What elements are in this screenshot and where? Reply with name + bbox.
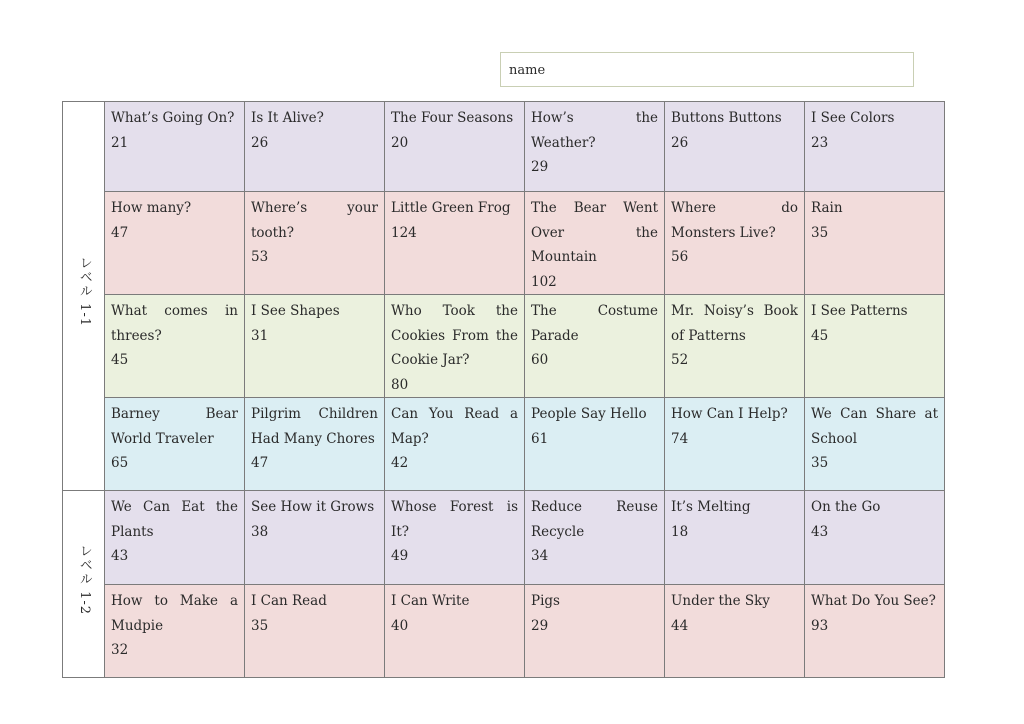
book-title: Buttons Buttons: [671, 110, 782, 126]
book-cell: [105, 398, 245, 491]
book-word-count: 35: [811, 455, 829, 471]
book-cell: [525, 491, 665, 585]
book-cell: [805, 398, 945, 491]
book-word-count: 18: [671, 523, 689, 540]
book-title: Can You Read a Map?: [391, 406, 518, 447]
book-word-count: 35: [811, 224, 829, 241]
book-title: We Can Share at School: [811, 406, 938, 447]
book-title: Is It Alive?: [251, 110, 324, 126]
book-title: What’s Going On?: [111, 110, 235, 126]
book-word-count: 34: [531, 548, 549, 564]
book-cell: [665, 295, 805, 398]
book-title: Little Green Frog: [391, 200, 511, 216]
book-word-count: 47: [251, 455, 269, 471]
book-word-count: 38: [251, 523, 269, 540]
book-cell: [385, 491, 525, 585]
book-cell: [245, 102, 385, 192]
book-word-count: 47: [111, 224, 129, 241]
name-label: name: [509, 63, 546, 78]
book-word-count: 93: [811, 617, 829, 634]
book-word-count: 42: [391, 455, 409, 471]
book-cell: [525, 102, 665, 192]
book-word-count: 20: [391, 134, 409, 151]
book-cell: [105, 192, 245, 295]
book-cell: [105, 585, 245, 678]
book-cell: [245, 295, 385, 398]
book-title: People Say Hello: [531, 406, 647, 422]
book-title: How’s the Weather?: [531, 110, 658, 151]
book-title: I Can Read: [251, 593, 327, 609]
book-cell: [385, 398, 525, 491]
book-title: Who Took the Cookies From the Cookie Jar?: [391, 303, 518, 368]
level-cell: [63, 102, 105, 491]
book-cell: [385, 295, 525, 398]
book-title: Barney Bear World Traveler: [111, 406, 238, 447]
book-title: The Costume Parade: [531, 303, 658, 344]
book-title: What comes in threes?: [111, 303, 238, 344]
book-title: Under the Sky: [671, 593, 770, 609]
book-cell: [805, 295, 945, 398]
book-word-count: 45: [811, 327, 829, 344]
book-title: Pilgrim Children Had Many Chores: [251, 406, 378, 447]
book-cell: [805, 491, 945, 585]
book-cell: [245, 491, 385, 585]
table-row: [63, 491, 945, 585]
book-title: The Four Seasons: [391, 110, 514, 126]
book-word-count: 32: [111, 642, 129, 658]
book-cell: [525, 398, 665, 491]
book-cell: [105, 491, 245, 585]
book-word-count: 44: [671, 617, 689, 634]
book-title: I Can Write: [391, 593, 470, 609]
book-cell: [805, 585, 945, 678]
book-title: We Can Eat the Plants: [111, 499, 238, 540]
book-word-count: 23: [811, 134, 829, 151]
book-word-count: 40: [391, 617, 409, 634]
book-title: It’s Melting: [671, 499, 751, 515]
book-word-count: 43: [111, 548, 129, 564]
book-title: I See Shapes: [251, 303, 340, 319]
book-word-count: 43: [811, 523, 829, 540]
book-cell: [525, 192, 665, 295]
book-title: Where’s your tooth?: [251, 200, 378, 241]
book-word-count: 80: [391, 376, 409, 393]
book-cell: [665, 585, 805, 678]
book-cell: [525, 295, 665, 398]
book-word-count: 102: [531, 273, 557, 290]
book-word-count: 26: [671, 134, 689, 151]
book-cell: [805, 102, 945, 192]
book-cell: [245, 398, 385, 491]
book-cell: [245, 192, 385, 295]
book-word-count: 56: [671, 249, 689, 265]
book-word-count: 74: [671, 430, 689, 447]
book-cell: [525, 585, 665, 678]
book-cell: [245, 585, 385, 678]
book-cell: [105, 102, 245, 192]
level-cell: [63, 491, 105, 678]
book-word-count: 60: [531, 352, 549, 368]
book-word-count: 21: [111, 134, 129, 151]
book-cell: [385, 192, 525, 295]
book-word-count: 31: [251, 327, 269, 344]
book-cell: [665, 102, 805, 192]
book-word-count: 29: [531, 159, 549, 175]
book-word-count: 29: [531, 617, 549, 634]
book-title: How many?: [111, 200, 192, 216]
book-cell: [665, 491, 805, 585]
book-cell: [385, 585, 525, 678]
book-title: I See Patterns: [811, 303, 908, 319]
table-row: [63, 192, 945, 295]
book-word-count: 26: [251, 134, 269, 151]
book-title: The Bear Went Over the Mountain: [531, 200, 658, 265]
book-title: I See Colors: [811, 110, 895, 126]
book-word-count: 53: [251, 249, 269, 265]
table-row: [63, 102, 945, 192]
book-cell: [665, 192, 805, 295]
book-cell: [385, 102, 525, 192]
book-word-count: 49: [391, 548, 409, 564]
table-row: [63, 295, 945, 398]
table-row: [63, 398, 945, 491]
book-title: On the Go: [811, 499, 881, 515]
book-cell: [805, 192, 945, 295]
book-word-count: 61: [531, 430, 549, 447]
book-cell: [105, 295, 245, 398]
book-title: How to Make a Mudpie: [111, 593, 238, 634]
book-title: How Can I Help?: [671, 406, 788, 422]
book-title: What Do You See?: [811, 593, 936, 609]
book-word-count: 124: [391, 224, 417, 241]
book-word-count: 65: [111, 455, 129, 471]
book-title: Reduce Reuse Recycle: [531, 499, 658, 540]
book-cell: [665, 398, 805, 491]
level-label: レベル 1-1: [76, 256, 92, 328]
book-title: Pigs: [531, 593, 560, 609]
book-title: Whose Forest is It?: [391, 499, 518, 540]
book-title: Mr. Noisy’s Book of Patterns: [671, 303, 798, 344]
level-label: レベル 1-2: [76, 544, 92, 616]
name-field[interactable]: [500, 52, 914, 87]
table-row: [63, 585, 945, 678]
reading-list-table: [62, 101, 945, 678]
book-title: See How it Grows: [251, 499, 375, 515]
book-title: Where do Monsters Live?: [671, 200, 798, 241]
book-word-count: 35: [251, 617, 269, 634]
book-word-count: 45: [111, 352, 129, 368]
book-title: Rain: [811, 200, 843, 216]
book-word-count: 52: [671, 352, 689, 368]
